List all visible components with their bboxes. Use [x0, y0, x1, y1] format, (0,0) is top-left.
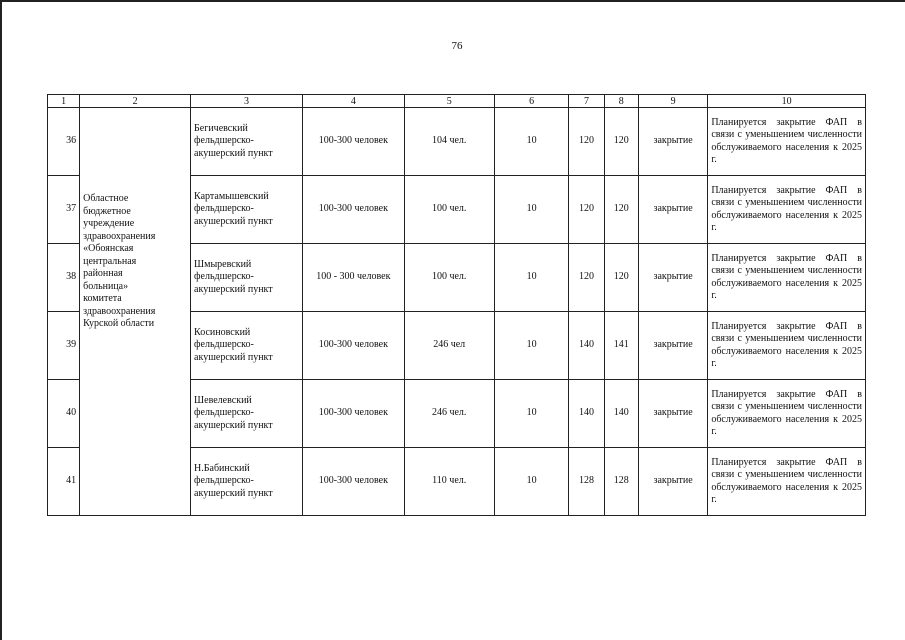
column-6-value: 10 — [494, 244, 569, 312]
column-6-value: 10 — [494, 108, 569, 176]
facility-name-line: фельдшерско- — [194, 339, 254, 351]
closure-note: Планируется закрытие ФАП в связи с уменьшением численности обслуживаемого населения к 2025 г. — [708, 312, 866, 380]
population-norm: 100 - 300 человек — [303, 244, 405, 312]
organization-line: больница» — [83, 280, 129, 292]
organization-line: районная — [83, 268, 123, 279]
row-number: 39 — [48, 312, 80, 380]
organization-line: здравоохранения — [83, 230, 156, 242]
population-served: 110 чел. — [404, 448, 494, 516]
population-served: 104 чел. — [404, 108, 494, 176]
facility-name-line: фельдшерско- — [194, 407, 254, 419]
population-served: 246 чел. — [404, 380, 494, 448]
facility-name-line: Шмыревский — [194, 258, 252, 270]
facility-name-line: фельдшерско- — [194, 135, 254, 147]
page-border-left — [0, 0, 2, 640]
column-header: 1 — [48, 95, 80, 108]
column-6-value: 10 — [494, 176, 569, 244]
column-6-value: 10 — [494, 312, 569, 380]
column-header: 10 — [708, 95, 866, 108]
closure-note: Планируется закрытие ФАП в связи с уменьшением численности обслуживаемого населения к 2025 г. — [708, 176, 866, 244]
facility-name-line: акушерский пункт — [194, 215, 273, 227]
population-norm: 100-300 человек — [303, 108, 405, 176]
facility-name — [191, 448, 303, 516]
column-8-value: 120 — [604, 244, 638, 312]
fap-closure-table — [47, 94, 866, 516]
planned-action: закрытие — [638, 176, 707, 244]
organization-line: Курской области — [83, 318, 155, 329]
population-norm: 100-300 человек — [303, 448, 405, 516]
column-7-value: 120 — [569, 244, 604, 312]
column-header: 6 — [494, 95, 569, 108]
column-8-value: 128 — [604, 448, 638, 516]
column-7-value: 140 — [569, 380, 604, 448]
column-7-value: 120 — [569, 176, 604, 244]
column-header: 8 — [604, 95, 638, 108]
organization-name — [80, 108, 191, 516]
column-header: 5 — [404, 95, 494, 108]
row-number: 40 — [48, 380, 80, 448]
column-6-value: 10 — [494, 380, 569, 448]
planned-action: закрытие — [638, 312, 707, 380]
facility-name-line: акушерский пункт — [194, 487, 273, 499]
column-7-value: 120 — [569, 108, 604, 176]
column-6-value: 10 — [494, 448, 569, 516]
column-7-value: 128 — [569, 448, 604, 516]
closure-note: Планируется закрытие ФАП в связи с уменьшением численности обслуживаемого населения к 2025 г. — [708, 244, 866, 312]
facility-name-line: Шевелевский — [194, 394, 252, 406]
population-served: 100 чел. — [404, 176, 494, 244]
population-norm: 100-300 человек — [303, 176, 405, 244]
organization-line: центральная — [83, 255, 137, 267]
table-row — [48, 108, 866, 176]
facility-name — [191, 312, 303, 380]
facility-name-line: Бегичевский — [194, 122, 248, 134]
closure-note: Планируется закрытие ФАП в связи с уменьшением численности обслуживаемого населения к 2025 г. — [708, 108, 866, 176]
facility-name-line: акушерский пункт — [194, 351, 273, 363]
closure-note: Планируется закрытие ФАП в связи с уменьшением численности обслуживаемого населения к 2025 г. — [708, 380, 866, 448]
facility-name — [191, 176, 303, 244]
population-served: 246 чел — [404, 312, 494, 380]
facility-name — [191, 380, 303, 448]
page-border-top — [0, 0, 905, 2]
column-header: 7 — [569, 95, 604, 108]
planned-action: закрытие — [638, 380, 707, 448]
organization-line: здравоохранения — [83, 305, 156, 317]
population-norm: 100-300 человек — [303, 380, 405, 448]
facility-name-line: акушерский пункт — [194, 419, 273, 431]
organization-line: «Обоянская — [83, 243, 134, 254]
column-8-value: 140 — [604, 380, 638, 448]
facility-name-line: фельдшерско- — [194, 475, 254, 487]
column-header: 3 — [191, 95, 303, 108]
row-number: 36 — [48, 108, 80, 176]
organization-line: Областное — [83, 193, 129, 204]
planned-action: закрытие — [638, 244, 707, 312]
organization-line: учреждение — [83, 218, 135, 229]
population-served: 100 чел. — [404, 244, 494, 312]
facility-name-line: Н.Бабинский — [194, 462, 250, 474]
header-row — [48, 95, 866, 108]
column-8-value: 141 — [604, 312, 638, 380]
row-number: 41 — [48, 448, 80, 516]
closure-note: Планируется закрытие ФАП в связи с уменьшением численности обслуживаемого населения к 2025 г. — [708, 448, 866, 516]
column-header: 9 — [638, 95, 707, 108]
column-header: 2 — [80, 95, 191, 108]
facility-name-line: акушерский пункт — [194, 283, 273, 295]
row-number: 38 — [48, 244, 80, 312]
facility-name-line: фельдшерско- — [194, 203, 254, 215]
planned-action: закрытие — [638, 448, 707, 516]
planned-action: закрытие — [638, 108, 707, 176]
organization-line: комитета — [83, 293, 122, 304]
facility-name-line: Косиновский — [194, 326, 251, 338]
column-header: 4 — [303, 95, 405, 108]
facility-name — [191, 244, 303, 312]
row-number: 37 — [48, 176, 80, 244]
facility-name-line: фельдшерско- — [194, 271, 254, 283]
organization-line: бюджетное — [83, 205, 131, 217]
facility-name-line: акушерский пункт — [194, 147, 273, 159]
column-8-value: 120 — [604, 108, 638, 176]
facility-name-line: Картамышевский — [194, 190, 269, 202]
facility-name — [191, 108, 303, 176]
column-8-value: 120 — [604, 176, 638, 244]
column-7-value: 140 — [569, 312, 604, 380]
page-number: 76 — [451, 40, 463, 52]
population-norm: 100-300 человек — [303, 312, 405, 380]
